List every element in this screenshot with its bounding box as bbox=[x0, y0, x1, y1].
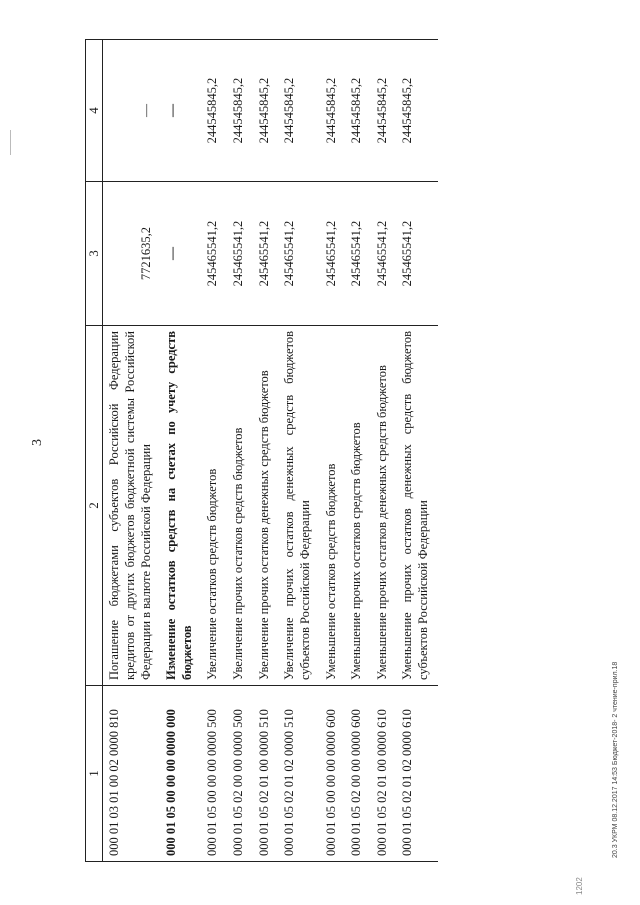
dash-mark: — bbox=[137, 104, 153, 117]
column-header-3: 3 bbox=[86, 182, 103, 326]
value-col4-cell: 244545845,2 bbox=[396, 40, 437, 182]
page-number: 3 bbox=[30, 439, 45, 446]
budget-sources-table bbox=[85, 39, 438, 862]
code-cell: 000 01 05 00 00 00 0000 600 bbox=[320, 686, 346, 862]
dash-mark: — bbox=[164, 104, 180, 117]
table-row bbox=[371, 40, 397, 862]
value-col3-cell: 245465541,2 bbox=[227, 182, 253, 326]
value-col4-cell: 244545845,2 bbox=[345, 40, 371, 182]
table-row bbox=[278, 40, 319, 862]
corner-handwritten-number: 1202 bbox=[575, 877, 584, 895]
dash-mark: — bbox=[164, 247, 180, 260]
table-row bbox=[160, 40, 201, 862]
value-col4-cell bbox=[160, 40, 201, 182]
table-row bbox=[103, 40, 160, 862]
name-cell: Увеличение прочих остатков денежных средств бюджетов bbox=[253, 326, 279, 686]
column-header-4: 4 bbox=[86, 40, 103, 182]
table-row bbox=[201, 40, 227, 862]
table-row bbox=[345, 40, 371, 862]
rotated-table-container bbox=[85, 40, 595, 862]
code-cell: 000 01 05 00 00 00 0000 500 bbox=[201, 686, 227, 862]
table-row bbox=[320, 40, 346, 862]
code-cell: 000 01 05 02 00 00 0000 600 bbox=[345, 686, 371, 862]
name-cell: Изменение остатков средств на счетах по учету средств бюджетов bbox=[160, 326, 201, 686]
value-col3-cell: 7721635,2 bbox=[103, 182, 160, 326]
value-col4-cell: 244545845,2 bbox=[278, 40, 319, 182]
column-header-2: 2 bbox=[86, 326, 103, 686]
table-row bbox=[396, 40, 437, 862]
code-cell: 000 01 03 01 00 02 0000 810 bbox=[103, 686, 160, 862]
table-header-row bbox=[86, 40, 103, 862]
value-col4-cell: 244545845,2 bbox=[320, 40, 346, 182]
value-col3-cell: 245465541,2 bbox=[278, 182, 319, 326]
column-header-1: 1 bbox=[86, 686, 103, 862]
value-col4-cell bbox=[103, 40, 160, 182]
code-cell: 000 01 05 02 01 00 0000 610 bbox=[371, 686, 397, 862]
margin-mark bbox=[10, 130, 11, 155]
name-cell: Увеличение остатков средств бюджетов bbox=[201, 326, 227, 686]
value-col3-cell: 245465541,2 bbox=[201, 182, 227, 326]
name-cell: Увеличение прочих остатков средств бюджетов bbox=[227, 326, 253, 686]
name-cell: Уменьшение прочих остатков денежных средств бюджетов субъектов Российской Федерации bbox=[396, 326, 437, 686]
name-cell: Уменьшение прочих остатков денежных средств бюджетов bbox=[371, 326, 397, 686]
code-cell: 000 01 05 02 01 02 0000 510 bbox=[278, 686, 319, 862]
footer-file-note: 20.3 УКРМ 08.12.2017 14:53 Бюджет-2018- 2 чтение-прил.18 bbox=[612, 661, 619, 858]
value-col3-cell: 245465541,2 bbox=[253, 182, 279, 326]
code-cell: 000 01 05 02 01 02 0000 610 bbox=[396, 686, 437, 862]
value-col4-cell: 244545845,2 bbox=[371, 40, 397, 182]
value-col3-cell: 245465541,2 bbox=[396, 182, 437, 326]
table-body bbox=[103, 40, 438, 862]
code-cell: 000 01 05 00 00 00 0000 000 bbox=[160, 686, 201, 862]
value-col3-cell: 245465541,2 bbox=[371, 182, 397, 326]
value-col4-cell: 244545845,2 bbox=[253, 40, 279, 182]
name-cell: Погашение бюджетами субъектов Российской Федерации кредитов от других бюджетов бюджетной системы Российской Федерации в валюте Российской Федерации bbox=[103, 326, 160, 686]
value-col3-cell bbox=[160, 182, 201, 326]
value-col3-cell: 245465541,2 bbox=[320, 182, 346, 326]
name-cell: Уменьшение прочих остатков средств бюджетов bbox=[345, 326, 371, 686]
value-col4-cell: 244545845,2 bbox=[227, 40, 253, 182]
table-row bbox=[227, 40, 253, 862]
name-cell: Уменьшение остатков средств бюджетов bbox=[320, 326, 346, 686]
value-col3-cell: 245465541,2 bbox=[345, 182, 371, 326]
value-col4-cell: 244545845,2 bbox=[201, 40, 227, 182]
code-cell: 000 01 05 02 01 00 0000 510 bbox=[253, 686, 279, 862]
table-row bbox=[253, 40, 279, 862]
name-cell: Увеличение прочих остатков денежных средств бюджетов субъектов Российской Федерации bbox=[278, 326, 319, 686]
code-cell: 000 01 05 02 00 00 0000 500 bbox=[227, 686, 253, 862]
